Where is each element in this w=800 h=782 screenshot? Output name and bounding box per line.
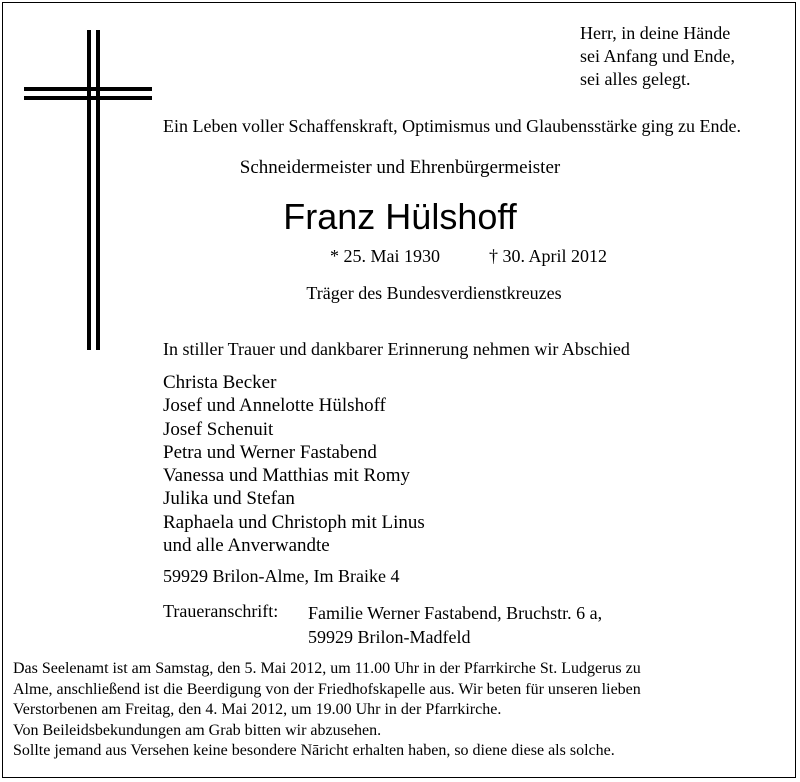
verse-line: Herr, in deine Hände bbox=[580, 23, 731, 43]
mourner-item: Raphaela und Christoph mit Linus bbox=[163, 511, 425, 533]
footer-line: Alme, anschließend ist die Beerdigung von der Friedhofskapelle aus. Wir beten für unseren lieben bbox=[13, 680, 641, 698]
mourner-item: Julika und Stefan bbox=[163, 488, 295, 510]
verse-line: sei alles gelegt. bbox=[580, 69, 691, 89]
postal-address-line: Familie Werner Fastabend, Bruchstr. 6 a, bbox=[308, 603, 603, 623]
death-date: † 30. April 2012 bbox=[489, 246, 608, 266]
mourner-item: Christa Becker bbox=[163, 372, 277, 393]
mourner-item: Josef und Annelotte Hülshoff bbox=[163, 395, 386, 417]
honor-line: Träger des Bundesverdienstkreuzes bbox=[306, 283, 562, 303]
postal-address bbox=[308, 601, 602, 649]
footer-line: Verstorbenen am Freitag, den 4. Mai 2012, um 19.00 Uhr in der Pfarrkirche. bbox=[13, 701, 502, 719]
farewell-line: In stiller Trauer und dankbarer Erinnerung nehmen wir Abschied bbox=[163, 339, 630, 359]
family-address: 59929 Brilon-Alme, Im Braike 4 bbox=[163, 566, 400, 586]
footer-line: Von Beileidsbekundungen am Grab bitten wir abzusehen. bbox=[13, 721, 382, 739]
deceased-title: Schneidermeister und Ehrenbürgermeister bbox=[239, 157, 561, 178]
postal-address-line: 59929 Brilon-Madfeld bbox=[308, 627, 471, 647]
deceased-name: Franz Hülshoff bbox=[283, 196, 517, 237]
mourner-item: Petra und Werner Fastabend bbox=[163, 441, 377, 463]
birth-date: * 25. Mai 1930 bbox=[330, 246, 440, 266]
mourner-item: Vanessa und Matthias mit Romy bbox=[163, 465, 410, 487]
mourner-item: Josef Schenuit bbox=[163, 418, 274, 440]
bible-verse bbox=[580, 22, 735, 91]
mourners-list bbox=[163, 371, 425, 557]
postal-address-label: Traueranschrift: bbox=[163, 601, 279, 621]
verse-line: sei Anfang und Ende, bbox=[580, 46, 735, 66]
service-information bbox=[13, 659, 641, 762]
footer-line: Sollte jemand aus Versehen keine besondere Nāricht erhalten haben, so diene diese als solche. bbox=[13, 742, 615, 760]
footer-line: Das Seelenamt ist am Samstag, den 5. Mai 2012, um 11.00 Uhr in der Pfarrkirche St. Ludgerus zu bbox=[13, 660, 641, 677]
intro-text: Ein Leben voller Schaffenskraft, Optimismus und Glaubensstärke ging zu Ende. bbox=[163, 116, 742, 136]
mourner-item: und alle Anverwandte bbox=[163, 535, 330, 557]
